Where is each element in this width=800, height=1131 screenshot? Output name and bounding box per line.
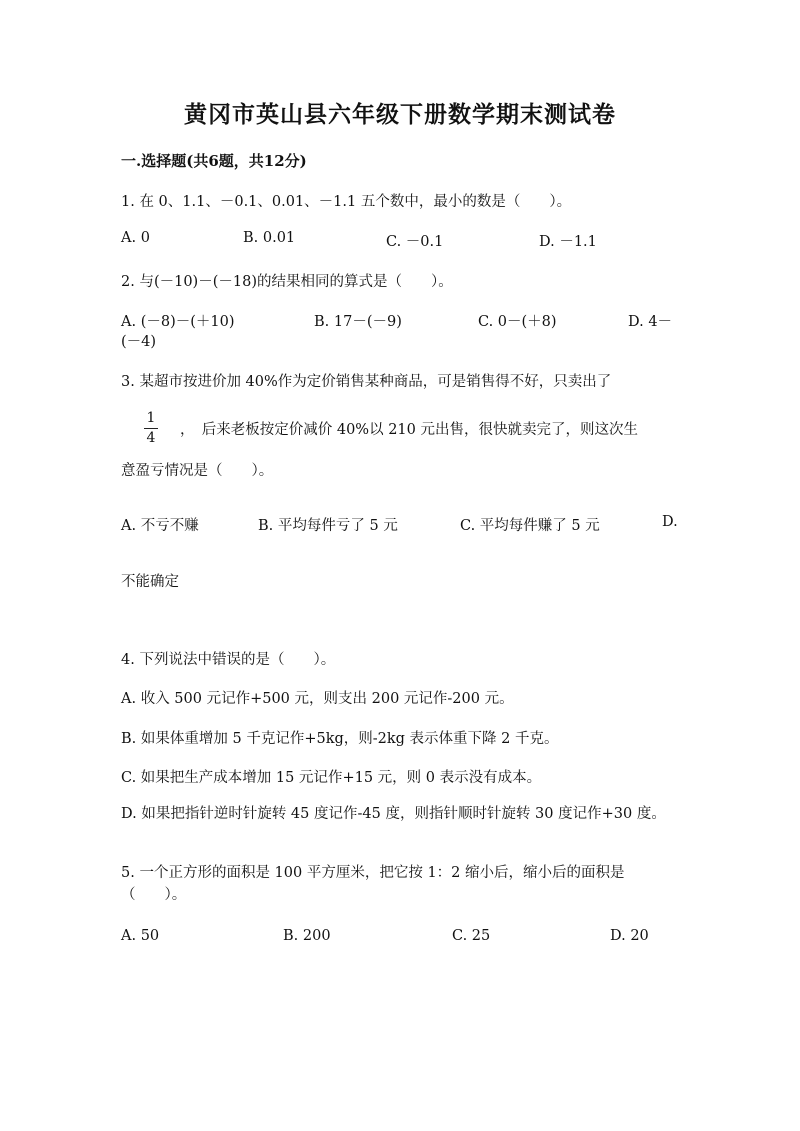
- q2-option-b[interactable]: B. 17－(－9): [314, 314, 402, 330]
- q1-option-c[interactable]: C. －0.1: [386, 234, 444, 250]
- q2-option-a[interactable]: A. (－8)－(＋10): [121, 314, 235, 330]
- question-4: 4. 下列说法中错误的是（ ）。: [121, 652, 336, 668]
- question-5: 5. 一个正方形的面积是 100 平方厘米，把它按 1：2 缩小后，缩小后的面积是（ ）。: [121, 865, 625, 903]
- q1-option-d[interactable]: D. －1.1: [539, 234, 597, 250]
- section-heading: 一.选择题(共6题，共12分): [121, 152, 307, 170]
- fraction-bar: [144, 428, 158, 429]
- q5-option-a[interactable]: A. 50: [121, 928, 160, 944]
- q2-option-d[interactable]: D. 4－: [628, 314, 673, 330]
- question-2: 2. 与(－10)－(－18)的结果相同的算式是（ ）。: [121, 274, 453, 290]
- q1-option-a[interactable]: A. 0: [121, 230, 150, 246]
- question-1: 1. 在 0、1.1、－0.1、0.01、－1.1 五个数中，最小的数是（ ）。: [121, 194, 572, 210]
- fraction-one-quarter: [144, 410, 158, 447]
- q2-option-d-continued: (－4): [121, 334, 157, 350]
- question-3-line-2: ， 后来老板按定价减价 40%以 210 元出售，很快就卖完了，则这次生: [180, 422, 638, 438]
- q4-option-c[interactable]: C. 如果把生产成本增加 15 元记作+15 元，则 0 表示没有成本。: [121, 770, 542, 786]
- page-title: 黄冈市英山县六年级下册数学期末测试卷: [184, 101, 616, 128]
- q3-option-c[interactable]: C. 平均每件赚了 5 元: [460, 518, 600, 534]
- fraction-numerator: 1: [146, 410, 156, 426]
- q3-option-d[interactable]: D.: [662, 514, 678, 530]
- q4-option-a[interactable]: A. 收入 500 元记作+500 元，则支出 200 元记作-200 元。: [121, 691, 514, 707]
- q3-option-a[interactable]: A. 不亏不赚: [121, 518, 199, 534]
- q3-option-b[interactable]: B. 平均每件亏了 5 元: [258, 518, 398, 534]
- q2-option-c[interactable]: C. 0－(＋8): [478, 314, 557, 330]
- question-3-line-1: 3. 某超市按进价加 40%作为定价销售某种商品，可是销售得不好，只卖出了: [121, 374, 612, 390]
- q5-option-c[interactable]: C. 25: [452, 928, 491, 944]
- q4-option-d[interactable]: D. 如果把指针逆时针旋转 45 度记作-45 度，则指针顺时针旋转 30 度记作+30 度。: [121, 806, 666, 822]
- question-3-line-3: 意盈亏情况是（ ）。: [121, 463, 274, 479]
- q5-option-b[interactable]: B. 200: [283, 928, 331, 944]
- q3-option-d-continued: 不能确定: [121, 574, 179, 590]
- q1-option-b[interactable]: B. 0.01: [243, 230, 296, 246]
- fraction-denominator: 4: [146, 430, 156, 446]
- q4-option-b[interactable]: B. 如果体重增加 5 千克记作+5kg，则-2kg 表示体重下降 2 千克。: [121, 731, 559, 747]
- q5-option-d[interactable]: D. 20: [610, 928, 649, 944]
